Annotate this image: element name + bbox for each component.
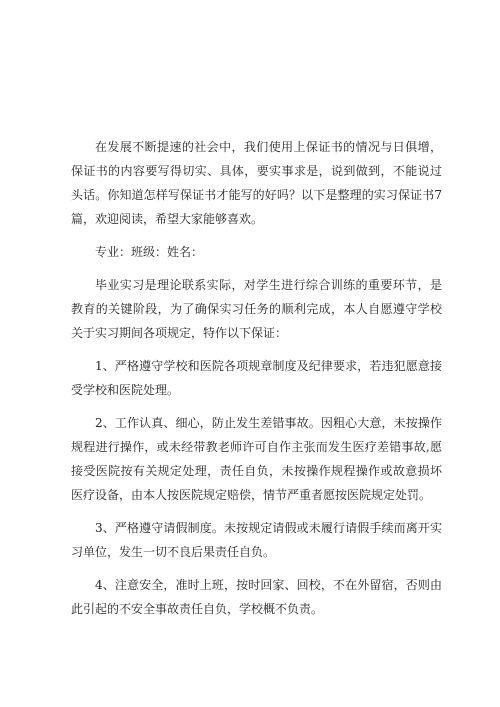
student-info-line: 专业：班级：姓名： — [95, 245, 204, 259]
intro-paragraph: 在发展不断提速的社会中，我们使用上保证书的情况与日俱增，保证书的内容要写得切实、具体，要实事求是，说到做到，不能说过头话。你知道怎样写保证书才能写的好吗？以下是整理的实习保证书7篇，欢迎阅读，希望大家能够喜欢。 — [71, 140, 442, 226]
pledge-item-4: 4、注意安全，准时上班，按时回家、回校，不在外留宿，否则由此引起的不安全事故责任自负，学校概不负责。 — [71, 578, 442, 616]
pledge-item-2: 2、工作认真、细心，防止发生差错事故。因粗心大意，未按操作规程进行操作，或未经带教老师许可自作主张而发生医疗差错事故,愿接受医院按有关规定处理，责任自负，未按操作规程操作或故意损坏医疗设备，由本人按医院规定赔偿，情节严重者愿按医院规定处罚。 — [71, 416, 442, 502]
pledge-item-1: 1、严格遵守学校和医院各项规章制度及纪律要求，若违犯愿意接受学校和医院处理。 — [71, 359, 442, 397]
preamble-paragraph: 毕业实习是理论联系实际，对学生进行综合训练的重要环节，是教育的关键阶段，为了确保实习任务的顺利完成，本人自愿遵守学校关于实习期间各项规定，特作以下保证： — [71, 278, 442, 340]
pledge-item-3: 3、严格遵守请假制度。未按规定请假或未履行请假手续而离开实习单位，发生一切不良后果责任自负。 — [71, 521, 442, 559]
